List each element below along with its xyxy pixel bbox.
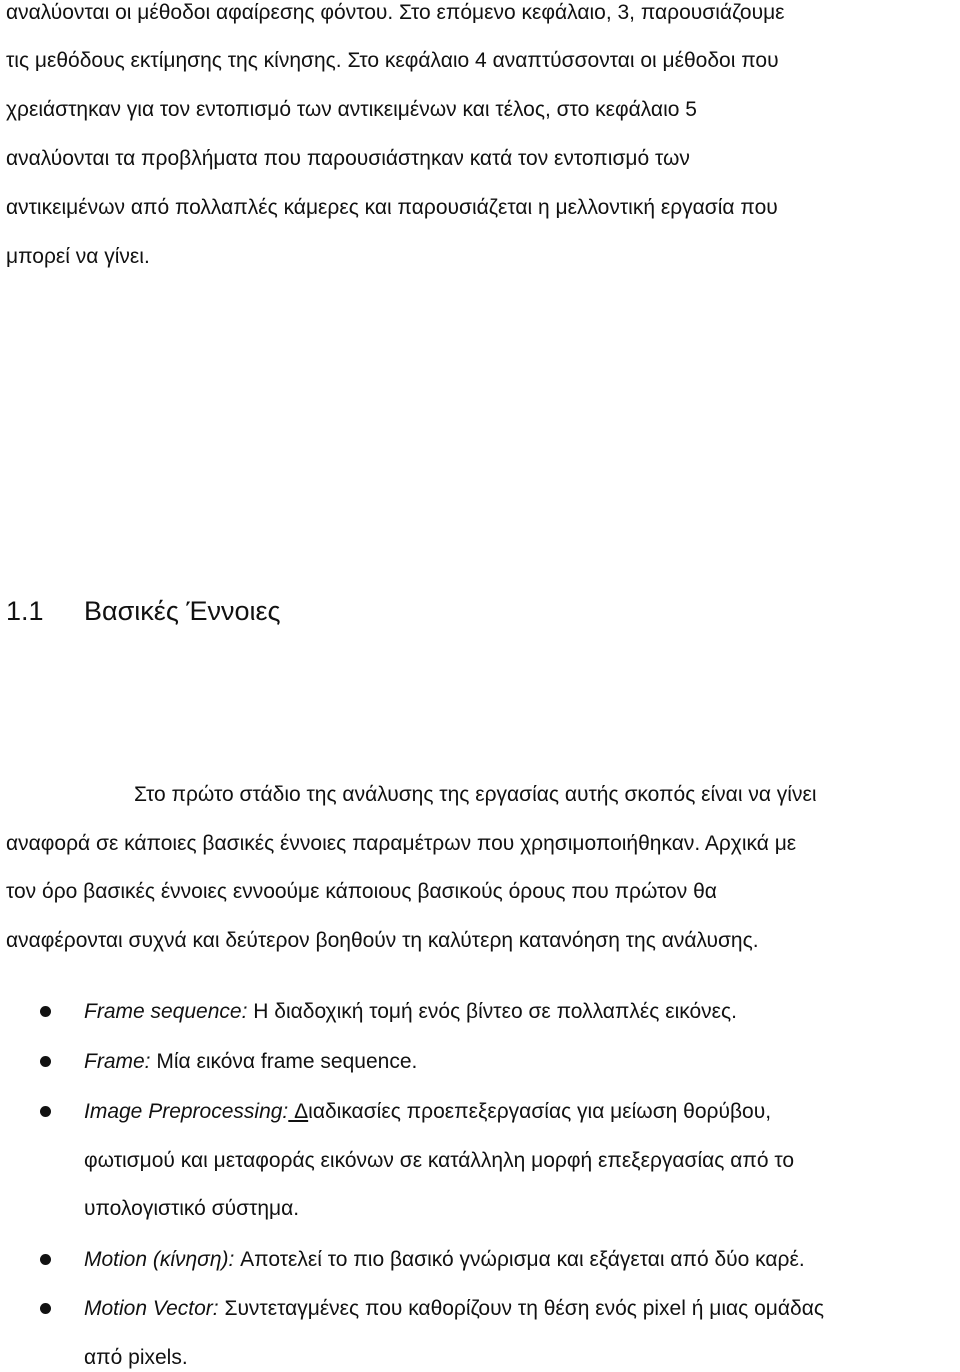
definition-item bbox=[84, 1249, 805, 1270]
definition-term: Image Preprocessing: bbox=[84, 1100, 289, 1123]
bullet-icon bbox=[40, 1056, 51, 1067]
definition-text: ιαδικασίες προεπεξεργασίας για μείωση θορύβου, bbox=[308, 1100, 772, 1123]
intro-line: αναλύονται τα προβλήματα που παρουσιάστηκαν κατά τον εντοπισμό των bbox=[6, 147, 690, 170]
definition-continuation: φωτισμού και μεταφοράς εικόνων σε κατάλληλη μορφή επεξεργασίας από το bbox=[84, 1149, 795, 1172]
section-heading bbox=[6, 598, 281, 625]
intro-line: αντικειμένων από πολλαπλές κάμερες και παρουσιάζεται η μελλοντική εργασία που bbox=[6, 196, 778, 219]
section-title: Βασικές Έννοιες bbox=[84, 596, 281, 626]
bullet-icon bbox=[40, 1303, 51, 1314]
definition-term: Frame: bbox=[84, 1050, 151, 1073]
paragraph-line: αναφέρονται συχνά και δεύτερον βοηθούν τη καλύτερη κατανόηση της ανάλυσης. bbox=[6, 929, 759, 952]
paragraph-line: τον όρο βασικές έννοιες εννοούμε κάποιους βασικούς όρους που πρώτον θα bbox=[6, 880, 717, 903]
definition-text: Η διαδοχική τομή ενός βίντεο σε πολλαπλές εικόνες. bbox=[247, 1000, 737, 1023]
definition-term: Motion Vector: bbox=[84, 1297, 219, 1320]
definition-item bbox=[84, 1298, 824, 1319]
definition-item bbox=[84, 1001, 737, 1022]
intro-line: μπορεί να γίνει. bbox=[6, 245, 150, 268]
bullet-icon bbox=[40, 1006, 51, 1017]
definition-term: Frame sequence: bbox=[84, 1000, 248, 1023]
definition-item bbox=[84, 1051, 417, 1072]
bullet-icon bbox=[40, 1106, 51, 1117]
definition-text: Αποτελεί το πιο βασικό γνώρισμα και εξάγεται από δύο καρέ. bbox=[234, 1248, 805, 1271]
section-number: 1.1 bbox=[6, 596, 44, 626]
definition-continuation: από pixels. bbox=[84, 1346, 188, 1369]
intro-line: αναλύονται οι μέθοδοι αφαίρεσης φόντου. Στο επόμενο κεφάλαιο, 3, παρουσιάζουμε bbox=[6, 1, 785, 24]
paragraph-line: Στο πρώτο στάδιο της ανάλυσης της εργασίας αυτής σκοπός είναι να γίνει bbox=[134, 783, 817, 806]
intro-line: τις μεθόδους εκτίμησης της κίνησης. Στο κεφάλαιο 4 αναπτύσσονται οι μέθοδοι που bbox=[6, 49, 779, 72]
definition-text-underlined: Δ bbox=[288, 1100, 309, 1123]
definition-continuation: υπολογιστικό σύστημα. bbox=[84, 1197, 300, 1220]
definition-item bbox=[84, 1101, 771, 1122]
paragraph-line: αναφορά σε κάποιες βασικές έννοιες παραμέτρων που χρησιμοποιήθηκαν. Αρχικά με bbox=[6, 832, 797, 855]
bullet-icon bbox=[40, 1254, 51, 1265]
definition-text: Μία εικόνα frame sequence. bbox=[150, 1050, 418, 1073]
definition-term: Motion (κίνηση): bbox=[84, 1248, 235, 1271]
intro-line: χρειάστηκαν για τον εντοπισμό των αντικειμένων και τέλος, στο κεφάλαιο 5 bbox=[6, 98, 697, 121]
definition-text: Συντεταγμένες που καθορίζουν τη θέση ενός pixel ή μιας ομάδας bbox=[218, 1297, 824, 1320]
